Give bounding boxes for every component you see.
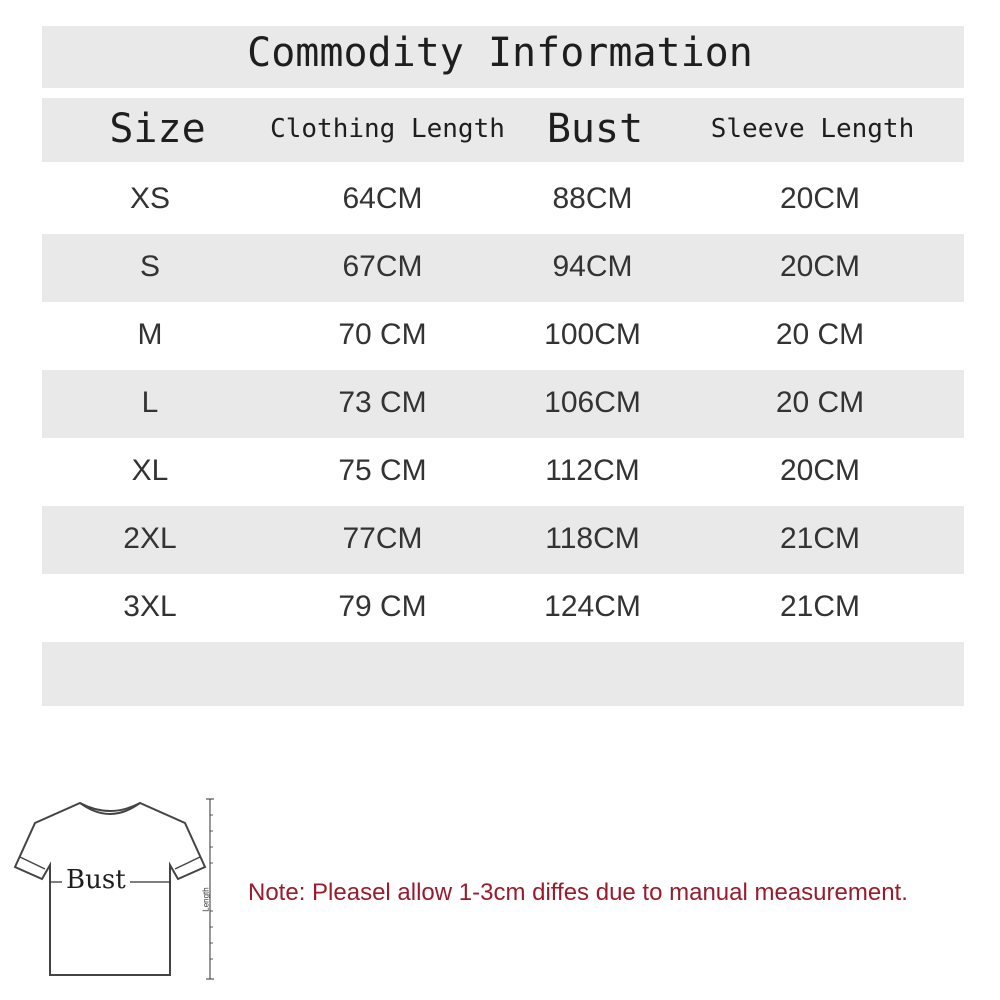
clothing-length-cell: 73 CM [338,386,427,419]
bust-label: Bust [62,865,130,895]
sleeve-length-cell: 20CM [779,454,861,487]
size-cell: M [137,318,163,351]
empty-band [42,642,964,706]
bust-cell: 124CM [544,590,641,623]
header-clothing-length: Clothing Length [270,114,505,144]
size-cell: S [139,250,160,283]
bust-cell: 112CM [545,454,640,487]
sleeve-length-cell: 20 CM [775,318,865,351]
size-cell: L [141,386,159,419]
sleeve-length-cell: 20CM [779,250,861,283]
clothing-length-cell: 77CM [342,522,423,555]
clothing-length-cell: 79 CM [338,590,427,623]
bust-cell: 100CM [544,318,641,351]
clothing-length-cell: 70 CM [338,318,427,351]
clothing-length-cell: 67CM [342,250,423,283]
bust-cell: 118CM [545,522,640,555]
sleeve-length-cell: 21CM [779,590,861,623]
size-cell: XS [129,182,171,215]
sleeve-length-cell: 20CM [779,182,861,215]
measurement-note: Note: Pleasel allow 1-3cm diffes due to manual measurement. [248,879,908,906]
clothing-length-cell: 64CM [342,182,423,215]
size-cell: XL [131,454,169,487]
bust-cell: 88CM [552,182,633,215]
bust-cell: 94CM [552,250,633,283]
header-size: Size [109,106,206,152]
clothing-length-cell: 75 CM [338,454,427,487]
header-bust: Bust [546,106,644,152]
bust-cell: 106CM [544,386,641,419]
sleeve-length-cell: 20 CM [775,386,865,419]
page-title: Commodity Information [247,30,753,76]
length-label: Length [201,887,211,912]
header-sleeve-length: Sleeve Length [710,114,915,144]
sleeve-length-cell: 21CM [779,522,861,555]
size-cell: 2XL [123,522,177,555]
size-cell: 3XL [123,590,177,623]
